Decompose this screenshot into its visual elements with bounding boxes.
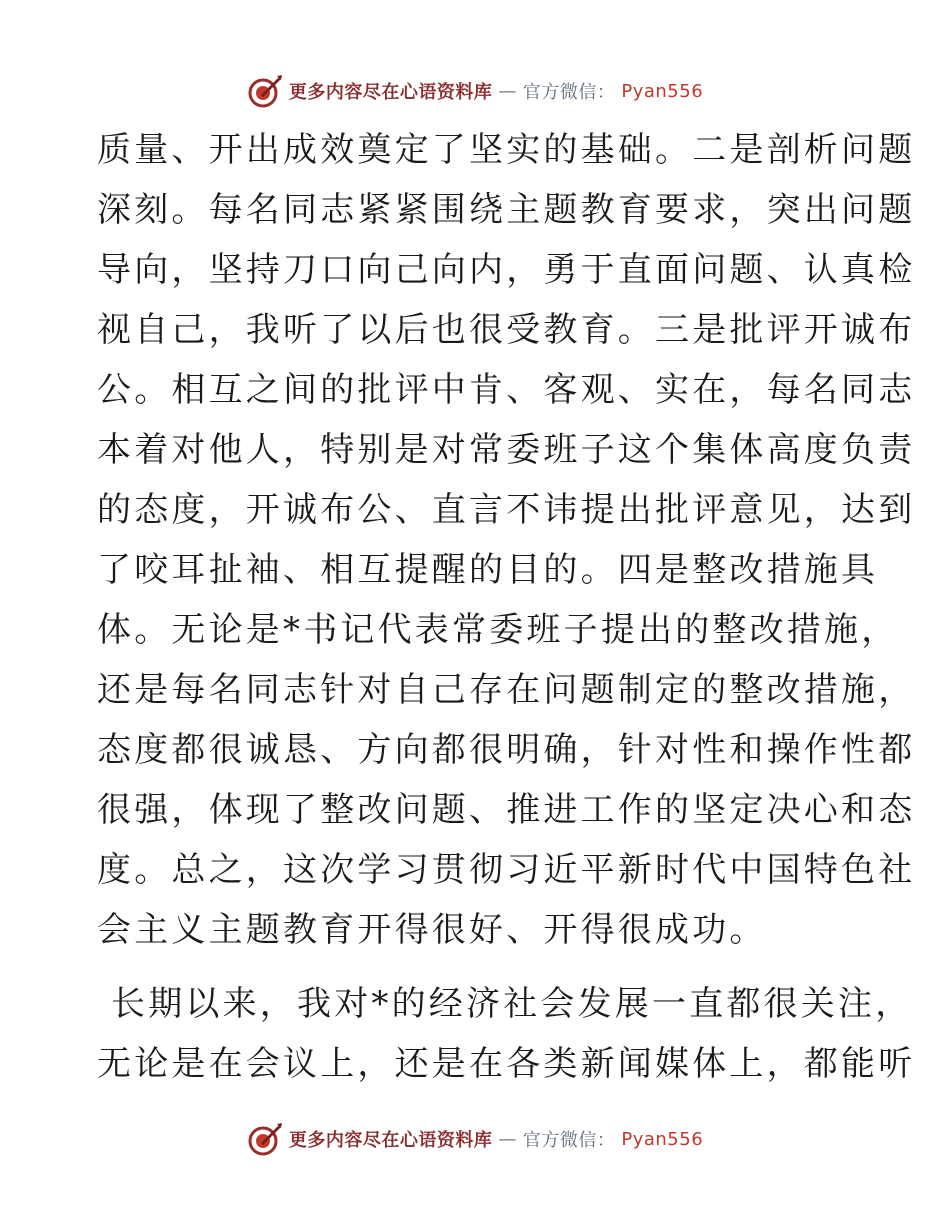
watermark-wechat-label: 官方微信： xyxy=(522,1130,616,1151)
text-line: 体。无论是*书记代表常委班子提出的整改措施， xyxy=(97,610,899,650)
text-line: 深刻。每名同志紧紧围绕主题教育要求，突出问题 xyxy=(97,190,916,230)
watermark-separator: — xyxy=(498,80,517,102)
text-line: 长期以来，我对*的经济社会发展一直都很关注， xyxy=(97,984,913,1024)
paragraph-2 xyxy=(97,974,916,1094)
quill-logo-icon xyxy=(247,73,283,109)
watermark-wechat-id: Pyan556 xyxy=(621,1128,704,1150)
text-line: 无论是在会议上，还是在各类新闻媒体上，都能听 xyxy=(97,1044,916,1084)
watermark-brand: 更多内容尽在心语资料库 xyxy=(288,82,493,103)
paragraph-gap xyxy=(97,960,857,974)
quill-logo-icon xyxy=(247,1121,283,1157)
text-line: 本着对他人，特别是对常委班子这个集体高度负责 xyxy=(97,430,916,470)
footer-watermark xyxy=(0,1119,950,1159)
text-line: 的态度，开诚布公、直言不讳提出批评意见，达到 xyxy=(97,490,916,530)
text-line: 度。总之，这次学习贯彻习近平新时代中国特色社 xyxy=(97,850,916,890)
text-line: 还是每名同志针对自己存在问题制定的整改措施， xyxy=(97,670,916,710)
header-watermark xyxy=(0,71,950,111)
text-line: 了咬耳扯袖、相互提醒的目的。四是整改措施具 xyxy=(97,550,879,590)
document-body xyxy=(97,120,916,1094)
text-line: 会主义主题教育开得很好、开得很成功。 xyxy=(97,910,767,950)
watermark-brand: 更多内容尽在心语资料库 xyxy=(288,1130,493,1151)
text-line: 态度都很诚恳、方向都很明确，针对性和操作性都 xyxy=(97,730,916,770)
text-line: 导向，坚持刀口向己向内，勇于直面问题、认真检 xyxy=(97,250,916,290)
text-line: 很强，体现了整改问题、推进工作的坚定决心和态 xyxy=(97,790,916,830)
watermark-separator: — xyxy=(498,1128,517,1150)
watermark-wechat-id: Pyan556 xyxy=(621,80,704,102)
watermark-wechat-label: 官方微信： xyxy=(522,82,616,103)
paragraph-1 xyxy=(97,120,916,960)
text-line: 视自己，我听了以后也很受教育。三是批评开诚布 xyxy=(97,310,916,350)
text-line: 质量、开出成效奠定了坚实的基础。二是剖析问题 xyxy=(97,130,916,170)
text-line: 公。相互之间的批评中肯、客观、实在，每名同志 xyxy=(97,370,916,410)
